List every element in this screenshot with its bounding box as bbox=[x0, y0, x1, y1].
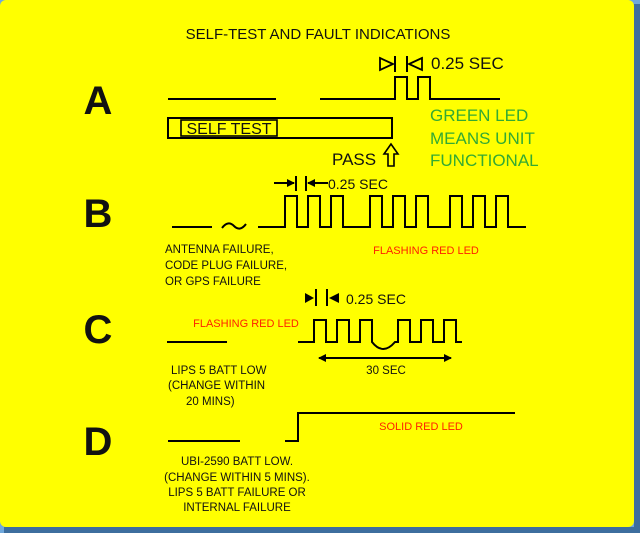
waveform-a-pulse bbox=[320, 77, 500, 99]
green-led-line-2: MEANS UNIT bbox=[430, 129, 535, 148]
timing-marker-a bbox=[380, 56, 422, 72]
failure-line-1: ANTENNA FAILURE, bbox=[165, 244, 274, 256]
timing-marker-b bbox=[274, 176, 328, 191]
pass-arrow bbox=[384, 144, 398, 166]
led-label-c: FLASHING RED LED bbox=[193, 318, 299, 330]
failure-line-3: OR GPS FAILURE bbox=[165, 276, 261, 288]
timing-label-a: 0.25 SEC bbox=[431, 54, 504, 73]
section-letter-c: C bbox=[83, 308, 113, 352]
led-label-d: SOLID RED LED bbox=[379, 421, 463, 433]
pass-label: PASS bbox=[332, 150, 377, 169]
waveform-b-squiggle bbox=[222, 223, 246, 228]
battery-c-line-2: (CHANGE WITHIN bbox=[168, 380, 266, 392]
battery-d-line-4: INTERNAL FAILURE bbox=[183, 502, 291, 514]
timing-label-c: 0.25 SEC bbox=[346, 291, 406, 307]
green-led-line-3: FUNCTIONAL bbox=[430, 151, 539, 170]
failure-line-2: CODE PLUG FAILURE, bbox=[165, 260, 288, 272]
waveform-b-pulses bbox=[258, 196, 526, 227]
battery-d-line-2: (CHANGE WITHIN 5 MINS). bbox=[164, 472, 310, 484]
waveform-c-pulses bbox=[298, 320, 462, 349]
battery-d-line-3: LIPS 5 BATT FAILURE OR bbox=[168, 487, 306, 499]
battery-d-line-1: UBI-2590 BATT LOW. bbox=[180, 456, 294, 468]
timing-marker-c bbox=[305, 289, 339, 306]
section-letter-d: D bbox=[83, 420, 113, 464]
battery-c-line-3: 20 MINS) bbox=[186, 396, 235, 408]
led-label-b: FLASHING RED LED bbox=[373, 245, 479, 257]
green-led-line-1: GREEN LED bbox=[430, 106, 529, 125]
battery-c-line-1: LIPS 5 BATT LOW bbox=[171, 365, 267, 377]
section-letter-a: A bbox=[83, 79, 113, 123]
duration-label-c: 30 SEC bbox=[366, 365, 406, 377]
self-test-label: SELF TEST bbox=[186, 121, 272, 138]
section-letter-b: B bbox=[83, 192, 113, 236]
diagram-title: SELF-TEST AND FAULT INDICATIONS bbox=[185, 26, 451, 43]
timing-label-b: 0.25 SEC bbox=[328, 176, 388, 192]
